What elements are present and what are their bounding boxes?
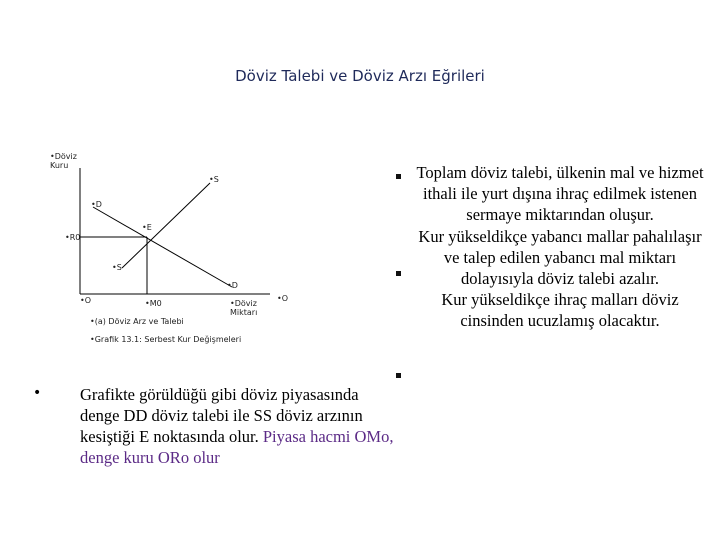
slide-title: Döviz Talebi ve Döviz Arzı Eğrileri <box>235 67 485 85</box>
equilibrium-quantity-label: •M0 <box>145 299 162 308</box>
right-paragraph: Toplam döviz talebi, ülkenin mal ve hizmet ithali ile yurt dışına ihraç edilmek istenen sermaye miktarından oluşur. <box>416 163 704 225</box>
left-paragraph-highlight: Piyasa hacmi OMo, denge kuru ORo olur <box>80 427 394 467</box>
demand-curve <box>93 207 232 287</box>
supply-label-bottom: •S <box>112 263 122 272</box>
right-paragraph: Kur yükseldikçe ihraç malları döviz cinsinden ucuzlamış olacaktır. <box>441 290 679 331</box>
o-label-right: •O <box>277 294 289 303</box>
figure-reference: •Grafik 13.1: Serbest Kur Değişmeleri <box>90 335 242 344</box>
right-paragraphs <box>415 162 705 332</box>
demand-label-top: •D <box>91 200 102 209</box>
bullet-square <box>396 174 401 179</box>
equilibrium-rate-label: •R0 <box>65 233 81 242</box>
graph-caption: •(a) Döviz Arz ve Talebi <box>90 317 184 326</box>
left-paragraph <box>80 384 400 468</box>
bullet-square <box>396 271 401 276</box>
x-axis-label: •Döviz Miktarı <box>230 299 258 317</box>
y-axis-label: •Döviz Kuru <box>50 152 77 170</box>
supply-label-top: •S <box>209 175 219 184</box>
bullet-square <box>396 373 401 378</box>
supply-curve <box>122 183 210 268</box>
bullet-round: • <box>33 385 42 401</box>
left-paragraph-main: Grafikte görüldüğü gibi döviz piyasasında denge DD döviz talebi ile SS döviz arzının kesiştiği E noktasında olur. <box>80 385 363 446</box>
origin-label: •O <box>80 296 92 305</box>
equilibrium-label: •E <box>142 223 152 232</box>
demand-label-bottom: •D <box>227 281 238 290</box>
right-paragraph: Kur yükseldikçe yabancı mallar pahalılaşır ve talep edilen yabancı mal miktarı dolayısıyla döviz talebi azalır. <box>418 226 702 289</box>
